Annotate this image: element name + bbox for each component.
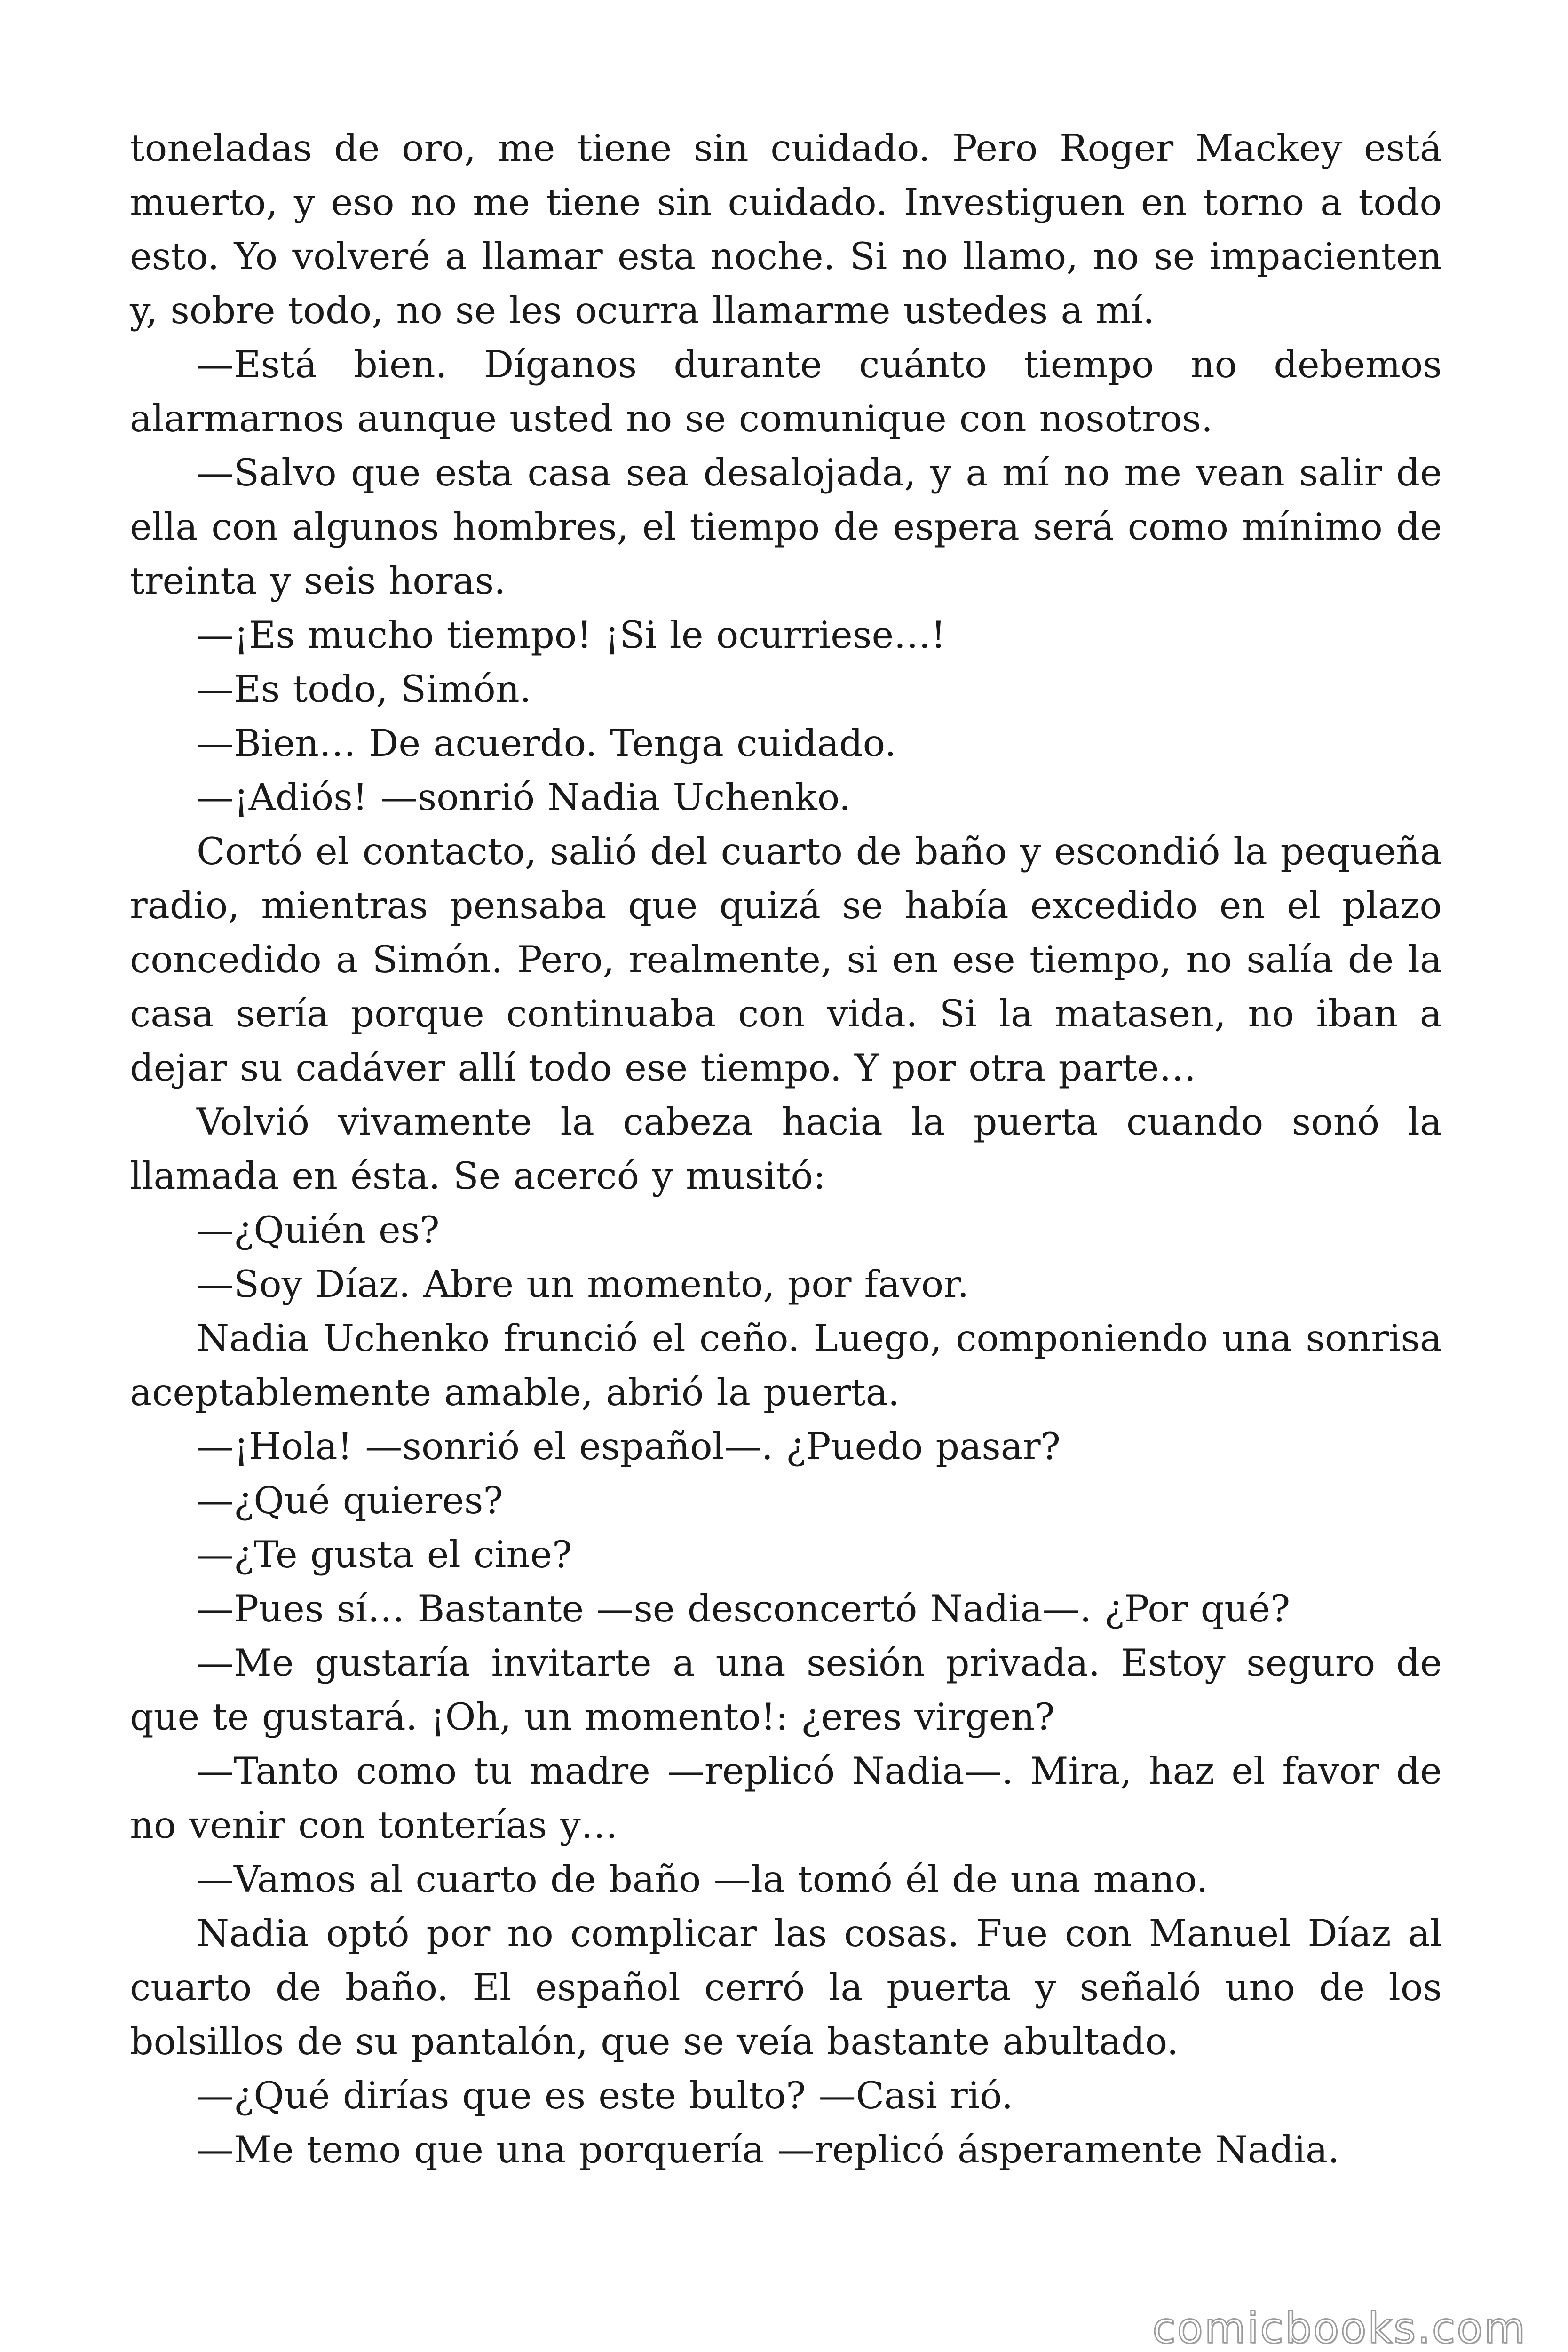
paragraph-16: —Pues sí… Bastante —se desconcertó Nadia—. ¿Por qué?	[197, 1587, 1291, 1630]
paragraph-2: —Está bien. Díganos durante cuánto tiempo no debemos alarmarnos aunque usted no se comunique con nosotros.	[130, 343, 1442, 440]
paragraph-12: Nadia Uchenko frunció el ceño. Luego, componiendo una sonrisa aceptablemente amable, abrió la puerta.	[130, 1317, 1442, 1414]
paragraph-5: —Es todo, Simón.	[197, 667, 531, 711]
paragraph-20: Nadia optó por no complicar las cosas. Fue con Manuel Díaz al cuarto de baño. El español cerró la puerta y señaló uno de los bolsillos de su pantalón, que se veía bastante abultado.	[130, 1912, 1442, 2063]
paragraph-18: —Tanto como tu madre —replicó Nadia—. Mira, haz el favor de no venir con tonterías y…	[130, 1749, 1442, 1847]
paragraph-10: —¿Quién es?	[197, 1208, 440, 1252]
paragraph-8: Cortó el contacto, salió del cuarto de baño y escondió la pequeña radio, mientras pensaba que quizá se había excedido en el plazo concedido a Simón. Pero, realmente, si en ese tiempo, no salía de la casa sería porque continuaba con vida. Si la matasen, no iban a dejar su cadáver allí todo ese tiempo. Y por otra parte…	[130, 830, 1442, 1089]
paragraph-7: —¡Adiós! —sonrió Nadia Uchenko.	[197, 776, 851, 819]
paragraph-17: —Me gustaría invitarte a una sesión privada. Estoy seguro de que te gustará. ¡Oh, un momento!: ¿eres virgen?	[130, 1641, 1442, 1739]
paragraph-11: —Soy Díaz. Abre un momento, por favor.	[197, 1263, 969, 1306]
paragraph-4: —¡Es mucho tiempo! ¡Si le ocurriese…!	[197, 613, 946, 657]
paragraph-22: —Me temo que una porquería —replicó ásperamente Nadia.	[197, 2128, 1340, 2171]
paragraph-9: Volvió vivamente la cabeza hacia la puerta cuando sonó la llamada en ésta. Se acercó y musitó:	[130, 1100, 1442, 1198]
paragraph-14: —¿Qué quieres?	[197, 1479, 503, 1522]
paragraph-3: —Salvo que esta casa sea desalojada, y a mí no me vean salir de ella con algunos hombres, el tiempo de espera será como mínimo de treinta y seis horas.	[130, 451, 1442, 603]
watermark-logo: comicbooks.com	[1152, 2304, 1527, 2352]
paragraph-19: —Vamos al cuarto de baño —la tomó él de una mano.	[197, 1858, 1208, 1901]
paragraph-21: —¿Qué dirías que es este bulto? —Casi rió.	[197, 2074, 1014, 2117]
paragraph-1: toneladas de oro, me tiene sin cuidado. Pero Roger Mackey está muerto, y eso no me tiene sin cuidado. Investiguen en torno a todo esto. Yo volveré a llamar esta noche. Si no llamo, no se impacienten y, sobre todo, no se les ocurra llamarme ustedes a mí.	[130, 127, 1442, 332]
paragraph-6: —Bien… De acuerdo. Tenga cuidado.	[197, 722, 896, 765]
paragraph-13: —¡Hola! —sonrió el español—. ¿Puedo pasar?	[197, 1425, 1061, 1468]
page-body	[130, 121, 1442, 2177]
paragraph-15: —¿Te gusta el cine?	[197, 1533, 572, 1576]
